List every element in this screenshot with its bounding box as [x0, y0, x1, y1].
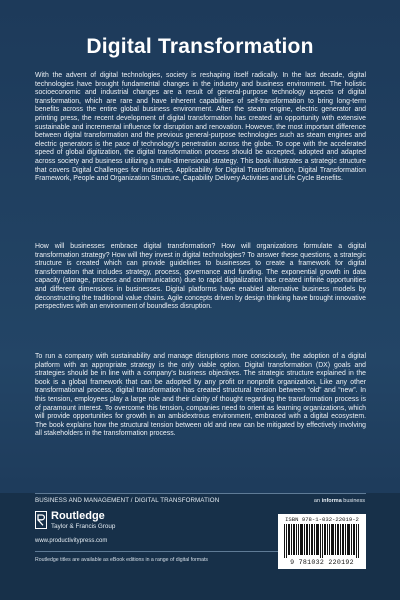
isbn-barcode [278, 514, 366, 569]
blurb-paragraph-2: How will businesses embrace digital transformation? How will organizations formulate a digital transformation strategy? How will they invest in digital technologies? To answer these questions, a strategic structure is created which can provide guidelines to businesses to create a framework for digital transformation that includes strategy, process, governance and funding. The exponential growth in data capacity (storage, process and communication) due to rapid digitalization has created infinite opportunities and different dimensions in businesses. Digital platforms have enabled alternative business models by deconstructing the traditional value chains. Agile concepts driven by design thinking have brought innovative perspectives with an environment of boundless disruption. [35, 243, 366, 311]
subject-category: BUSINESS AND MANAGEMENT / DIGITAL TRANSFORMATION [35, 497, 220, 504]
publisher-name: Routledge [51, 510, 105, 522]
barcode-bars [284, 524, 360, 558]
informa-suffix: business [341, 498, 365, 504]
informa-brand: informa [321, 498, 342, 504]
informa-business-tag [314, 498, 365, 504]
footer-divider-top [35, 493, 366, 494]
barcode-number: 9 781032 220192 [290, 559, 354, 566]
isbn-text: ISBN 978-1-032-22019-2 [285, 516, 359, 523]
publisher-url[interactable]: www.productivitypress.com [35, 538, 108, 544]
publisher-group: Taylor & Francis Group [51, 523, 116, 530]
routledge-logo-icon [35, 511, 47, 529]
blurb-paragraph-1: With the advent of digital technologies, society is reshaping itself radically. In the last decade, digital technologies have brought fundamental changes in the industry and business environment. The holistic socioeconomic and industrial changes are a result of general-purpose technology aspects of digital transformation, which are rare and have inherent capabilities of self-transformation to bring long-term benefits across the entire global business environment. After the steam engine, electric generator and printing press, the recent development of digital transformation has created an opportunity with extensive sustainable and incremental influence for disruption and renovation. However, the most important difference between digital transformation and the previous general-purpose technologies such as steam engines and electric generators is the pace of technology's penetration across the globe. To cope with the accelerated speed of global digitization, the digital transformation process should be accepted, adopted and adapted across society and business utilizing a multi-dimensional strategy. This book illustrates a strategic structure that covers Digital Challenges for Industries, Applicability for Digital Transformation, Digital Transformation Framework, People and Organization Structure, Capability Delivery Activities and Life Cycle Benefits. [35, 72, 366, 183]
cover-title: Digital Transformation [86, 35, 314, 58]
ebook-note: Routledge titles are available as eBook editions in a range of digital formats [35, 557, 209, 563]
blurb-paragraph-3: To run a company with sustainability and manage disruptions more consciously, the adoption of a digital platform with an appropriate strategy is the only viable option. Digital transformation (DX) goals and strategies should be in line with a company's business objectives. The strategic structure explained in the book is a global framework that can be adopted by any profit or nonprofit organization. Like any other transformational process, digital transformation has created structural tension between “old” and “new”. In this tension, employees play a large role and their clarity of thought regarding the transformation process is of paramount interest. To overcome this tension, companies need to orient as learning organizations, which will provide opportunities for growth in an ambidextrous environment, embraced with a digital ecosystem. The book explains how the structural tension between old and new can be mitigated by effectively involving all stakeholders in the transformation process. [35, 353, 366, 438]
informa-prefix: an [313, 498, 322, 504]
